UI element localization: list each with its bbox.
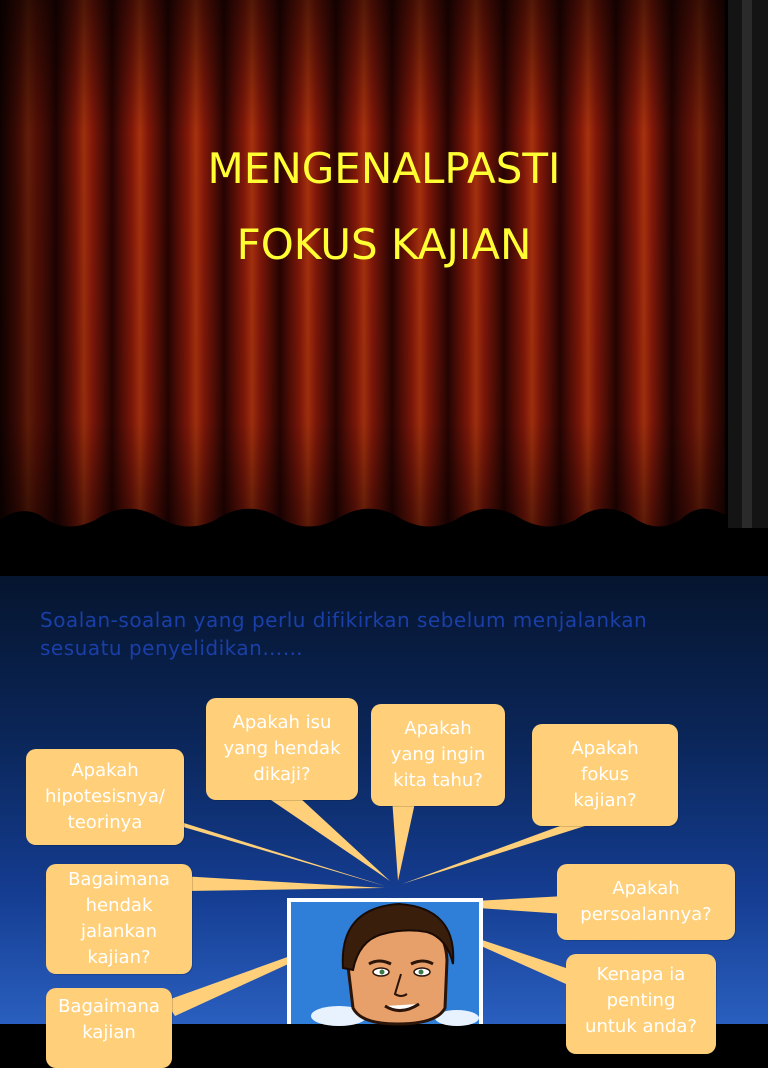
bubble-line: untuk anda? bbox=[585, 1016, 697, 1037]
bubble-line: Bagaimana bbox=[58, 996, 160, 1017]
bubble-line: Kenapa ia bbox=[596, 964, 686, 985]
slide-title-line-1: MENGENALPASTI bbox=[207, 144, 561, 193]
questions-slide bbox=[0, 576, 768, 1043]
bubble-line: dikaji? bbox=[253, 764, 311, 785]
bubble-line: penting bbox=[606, 990, 676, 1011]
bubble-line: hendak bbox=[85, 895, 153, 916]
bubble-line: Apakah bbox=[404, 718, 472, 739]
bubble-apakah-isu bbox=[206, 698, 358, 800]
bubble-line: kajian bbox=[82, 1022, 136, 1043]
bubble-line: Apakah bbox=[612, 878, 680, 899]
bubble-line: yang hendak bbox=[223, 738, 341, 759]
bubble-apakah-ingin-tahu bbox=[371, 704, 505, 806]
bubble-line: jalankan bbox=[80, 921, 158, 942]
bubble-apakah-hipotesis bbox=[26, 749, 184, 845]
bubble-line: Bagaimana bbox=[68, 869, 170, 890]
bubble-line: kita tahu? bbox=[393, 770, 483, 791]
bubble-apakah-fokus bbox=[532, 724, 678, 826]
bubble-bagaimana-jalankan bbox=[46, 864, 192, 974]
bubble-line: persoalannya? bbox=[580, 904, 712, 925]
bubble-line: Apakah bbox=[571, 738, 639, 759]
bubble-bagaimana-kajian bbox=[46, 988, 172, 1068]
intro-line-1: Soalan-soalan yang perlu difikirkan sebelum menjalankan bbox=[40, 608, 648, 632]
bubble-line: hipotesisnya/ bbox=[45, 786, 165, 807]
bubble-line: fokus bbox=[580, 764, 629, 785]
bubble-line: yang ingin bbox=[390, 744, 486, 765]
bubble-line: kajian? bbox=[573, 790, 637, 811]
bubble-line: Apakah bbox=[71, 760, 139, 781]
bubble-line: kajian? bbox=[87, 947, 151, 968]
bubble-kenapa-penting bbox=[566, 954, 716, 1054]
slide-title-line-2: FOKUS KAJIAN bbox=[236, 220, 532, 269]
bubble-line: Apakah isu bbox=[232, 712, 332, 733]
man-portrait-illustration bbox=[287, 898, 483, 1024]
intro-line-2: sesuatu penyelidikan…… bbox=[40, 636, 304, 660]
bubble-apakah-persoalan bbox=[557, 864, 735, 940]
bubble-line: teorinya bbox=[67, 812, 143, 833]
